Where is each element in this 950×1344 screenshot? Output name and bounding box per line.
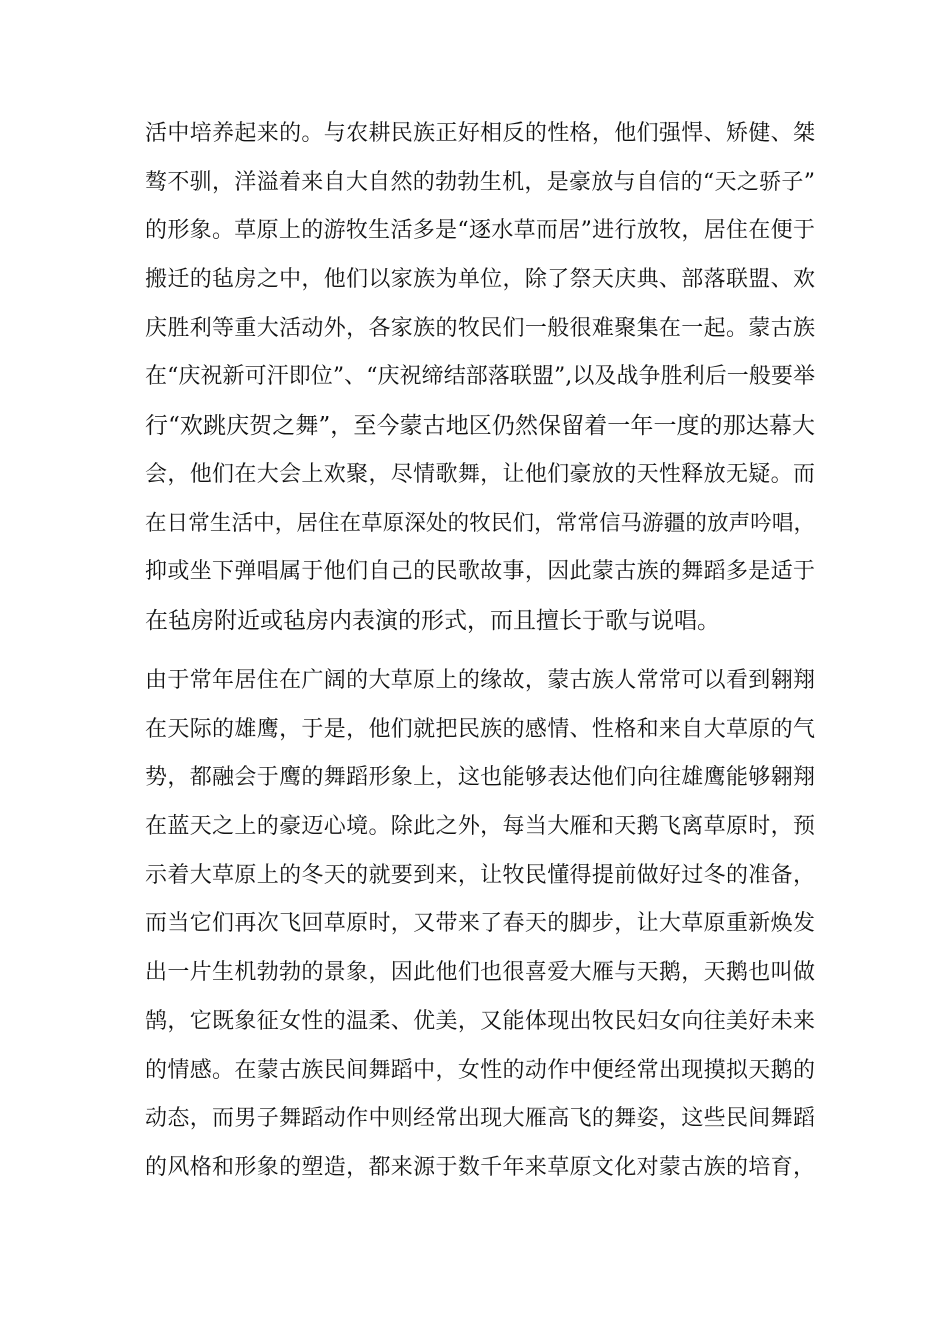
text-line: 在天际的雄鹰，于是，他们就把民族的感情、性格和来自大草原的气 <box>145 716 815 742</box>
text-line: 活中培养起来的。与农耕民族正好相反的性格，他们强悍、矫健、桀 <box>145 121 815 146</box>
text-line: 的风格和形象的塑造，都来源于数千年来草原文化对蒙古族的培育， <box>145 1154 815 1180</box>
text-line: 动态，而男子舞蹈动作中则经常出现大雁高飞的舞姿，这些民间舞蹈 <box>145 1106 815 1132</box>
text-line: 骜不驯，洋溢着来自大自然的勃勃生机，是豪放与自信的“天之骄子” <box>145 169 815 195</box>
text-line: 行“欢跳庆贺之舞”，至今蒙古地区仍然保留着一年一度的那达幕大 <box>145 413 815 440</box>
paragraph-2 <box>145 657 815 1193</box>
text-line: 的形象。草原上的游牧生活多是“逐水草而居”进行放牧，居住在便于 <box>145 218 815 244</box>
text-line: 由于常年居住在广阔的大草原上的缘故，蒙古族人常常可以看到翱翔 <box>145 668 815 693</box>
paragraph-1 <box>145 110 815 646</box>
text-line: 在日常生活中，居住在草原深处的牧民们，常常信马游疆的放声吟唱， <box>145 510 815 536</box>
text-line: 出一片生机勃勃的景象，因此他们也很喜爱大雁与天鹅，天鹅也叫做 <box>145 960 815 986</box>
text-line: 在“庆祝新可汗即位”、“庆祝缔结部落联盟”,以及战争胜利后一般要举 <box>145 364 815 390</box>
text-line: 示着大草原上的冬天的就要到来，让牧民懂得提前做好过冬的准备， <box>145 862 815 888</box>
text-line: 在蓝天之上的豪迈心境。除此之外，每当大雁和天鹅飞离草原时，预 <box>145 814 815 840</box>
text-line: 会，他们在大会上欢聚，尽情歌舞，让他们豪放的天性释放无疑。而 <box>145 461 815 487</box>
text-line: 势，都融会于鹰的舞蹈形象上，这也能够表达他们向往雄鹰能够翱翔 <box>145 765 815 791</box>
text-line: 在毡房附近或毡房内表演的形式，而且擅长于歌与说唱。 <box>145 607 720 634</box>
text-line: 而当它们再次飞回草原时，又带来了春天的脚步，让大草原重新焕发 <box>145 911 815 937</box>
text-line: 搬迁的毡房之中，他们以家族为单位，除了祭天庆典、部落联盟、欢 <box>145 267 815 293</box>
text-line: 庆胜利等重大活动外，各家族的牧民们一般很难聚集在一起。蒙古族 <box>145 315 815 341</box>
text-line: 鹄，它既象征女性的温柔、优美，又能体现出牧民妇女向往美好未来 <box>145 1008 815 1034</box>
text-line: 的情感。在蒙古族民间舞蹈中，女性的动作中便经常出现摸拟天鹅的 <box>145 1057 815 1083</box>
text-line: 抑或坐下弹唱属于他们自己的民歌故事，因此蒙古族的舞蹈多是适于 <box>145 559 815 585</box>
